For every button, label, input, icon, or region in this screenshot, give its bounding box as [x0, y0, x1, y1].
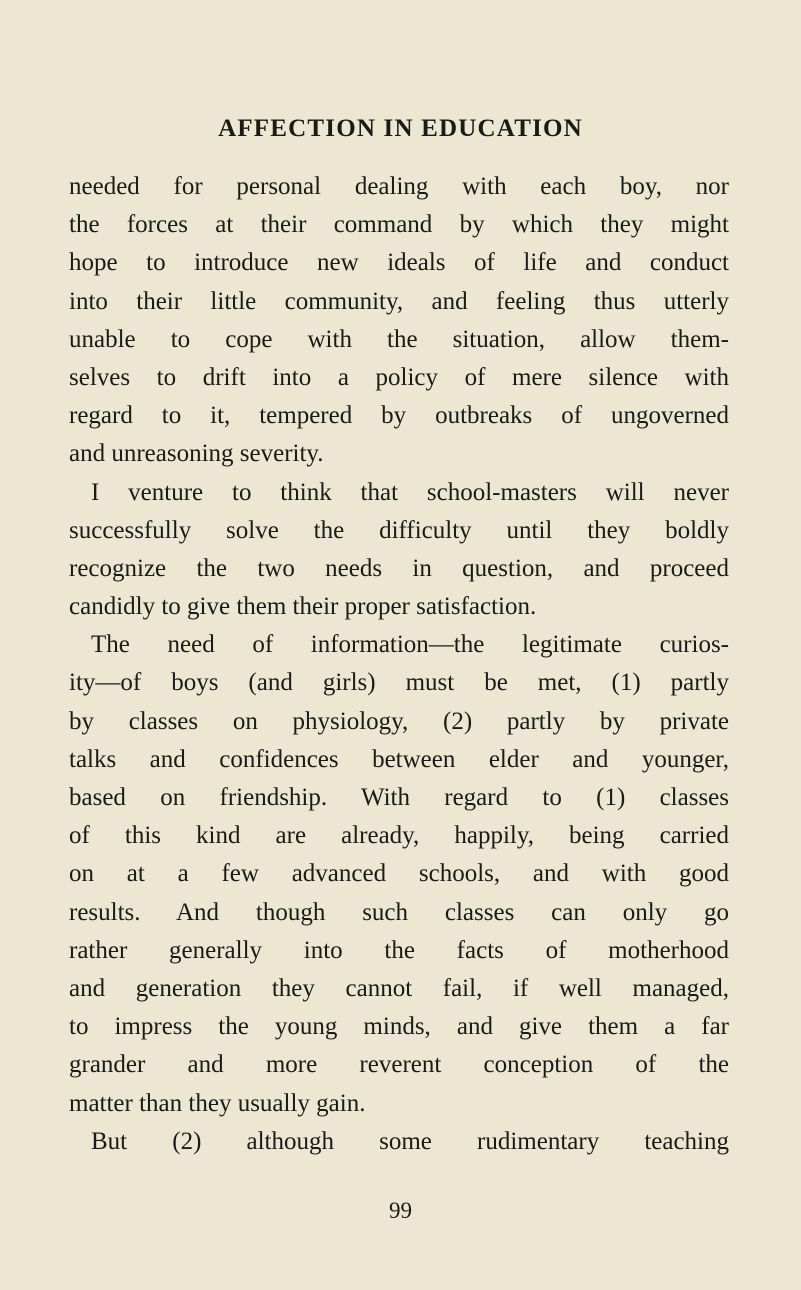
text-line: The need of information—the legitimate curios-: [91, 631, 729, 659]
text-line: successfully solve the difficulty until they boldly: [69, 516, 729, 544]
text-line: based on friendship. With regard to (1) classes: [69, 784, 729, 811]
text-line: unable to cope with the situation, allow them-: [69, 325, 729, 353]
text-line: hope to introduce new ideals of life and conduct: [69, 249, 729, 277]
text-line: into their little community, and feeling thus utterly: [69, 287, 729, 315]
text-line: selves to drift into a policy of mere silence with: [69, 363, 729, 391]
text-line: needed for personal dealing with each boy, nor: [69, 173, 729, 200]
text-line: recognize the two needs in question, and proceed: [69, 554, 729, 582]
text-line: on at a few advanced schools, and with good: [69, 860, 729, 888]
page-number: 99: [389, 1198, 412, 1223]
text-line: by classes on physiology, (2) partly by private: [69, 707, 729, 735]
text-line: regard to it, tempered by outbreaks of ungoverned: [69, 402, 729, 430]
text-line: results. And though such classes can only go: [69, 898, 729, 926]
text-line: rather generally into the facts of motherhood: [69, 936, 729, 964]
text-line: ity—of boys (and girls) must be met, (1) partly: [69, 669, 729, 697]
text-line: candidly to give them their proper satisfaction.: [69, 593, 537, 621]
running-head: AFFECTION IN EDUCATION: [218, 115, 583, 142]
text-line: and generation they cannot fail, if well managed,: [69, 974, 729, 1002]
text-line: matter than they usually gain.: [69, 1089, 366, 1117]
text-line: But (2) although some rudimentary teaching: [91, 1127, 729, 1155]
body-text: [69, 168, 729, 1161]
text-line: the forces at their command by which they might: [69, 211, 729, 239]
text-line: grander and more reverent conception of the: [69, 1051, 729, 1079]
text-line: I venture to think that school-masters will never: [91, 478, 729, 506]
text-line: talks and confidences between elder and younger,: [69, 745, 729, 773]
text-line: and unreasoning severity.: [69, 440, 324, 468]
text-line: to impress the young minds, and give them a far: [69, 1013, 729, 1041]
text-line: of this kind are already, happily, being carried: [69, 822, 729, 850]
